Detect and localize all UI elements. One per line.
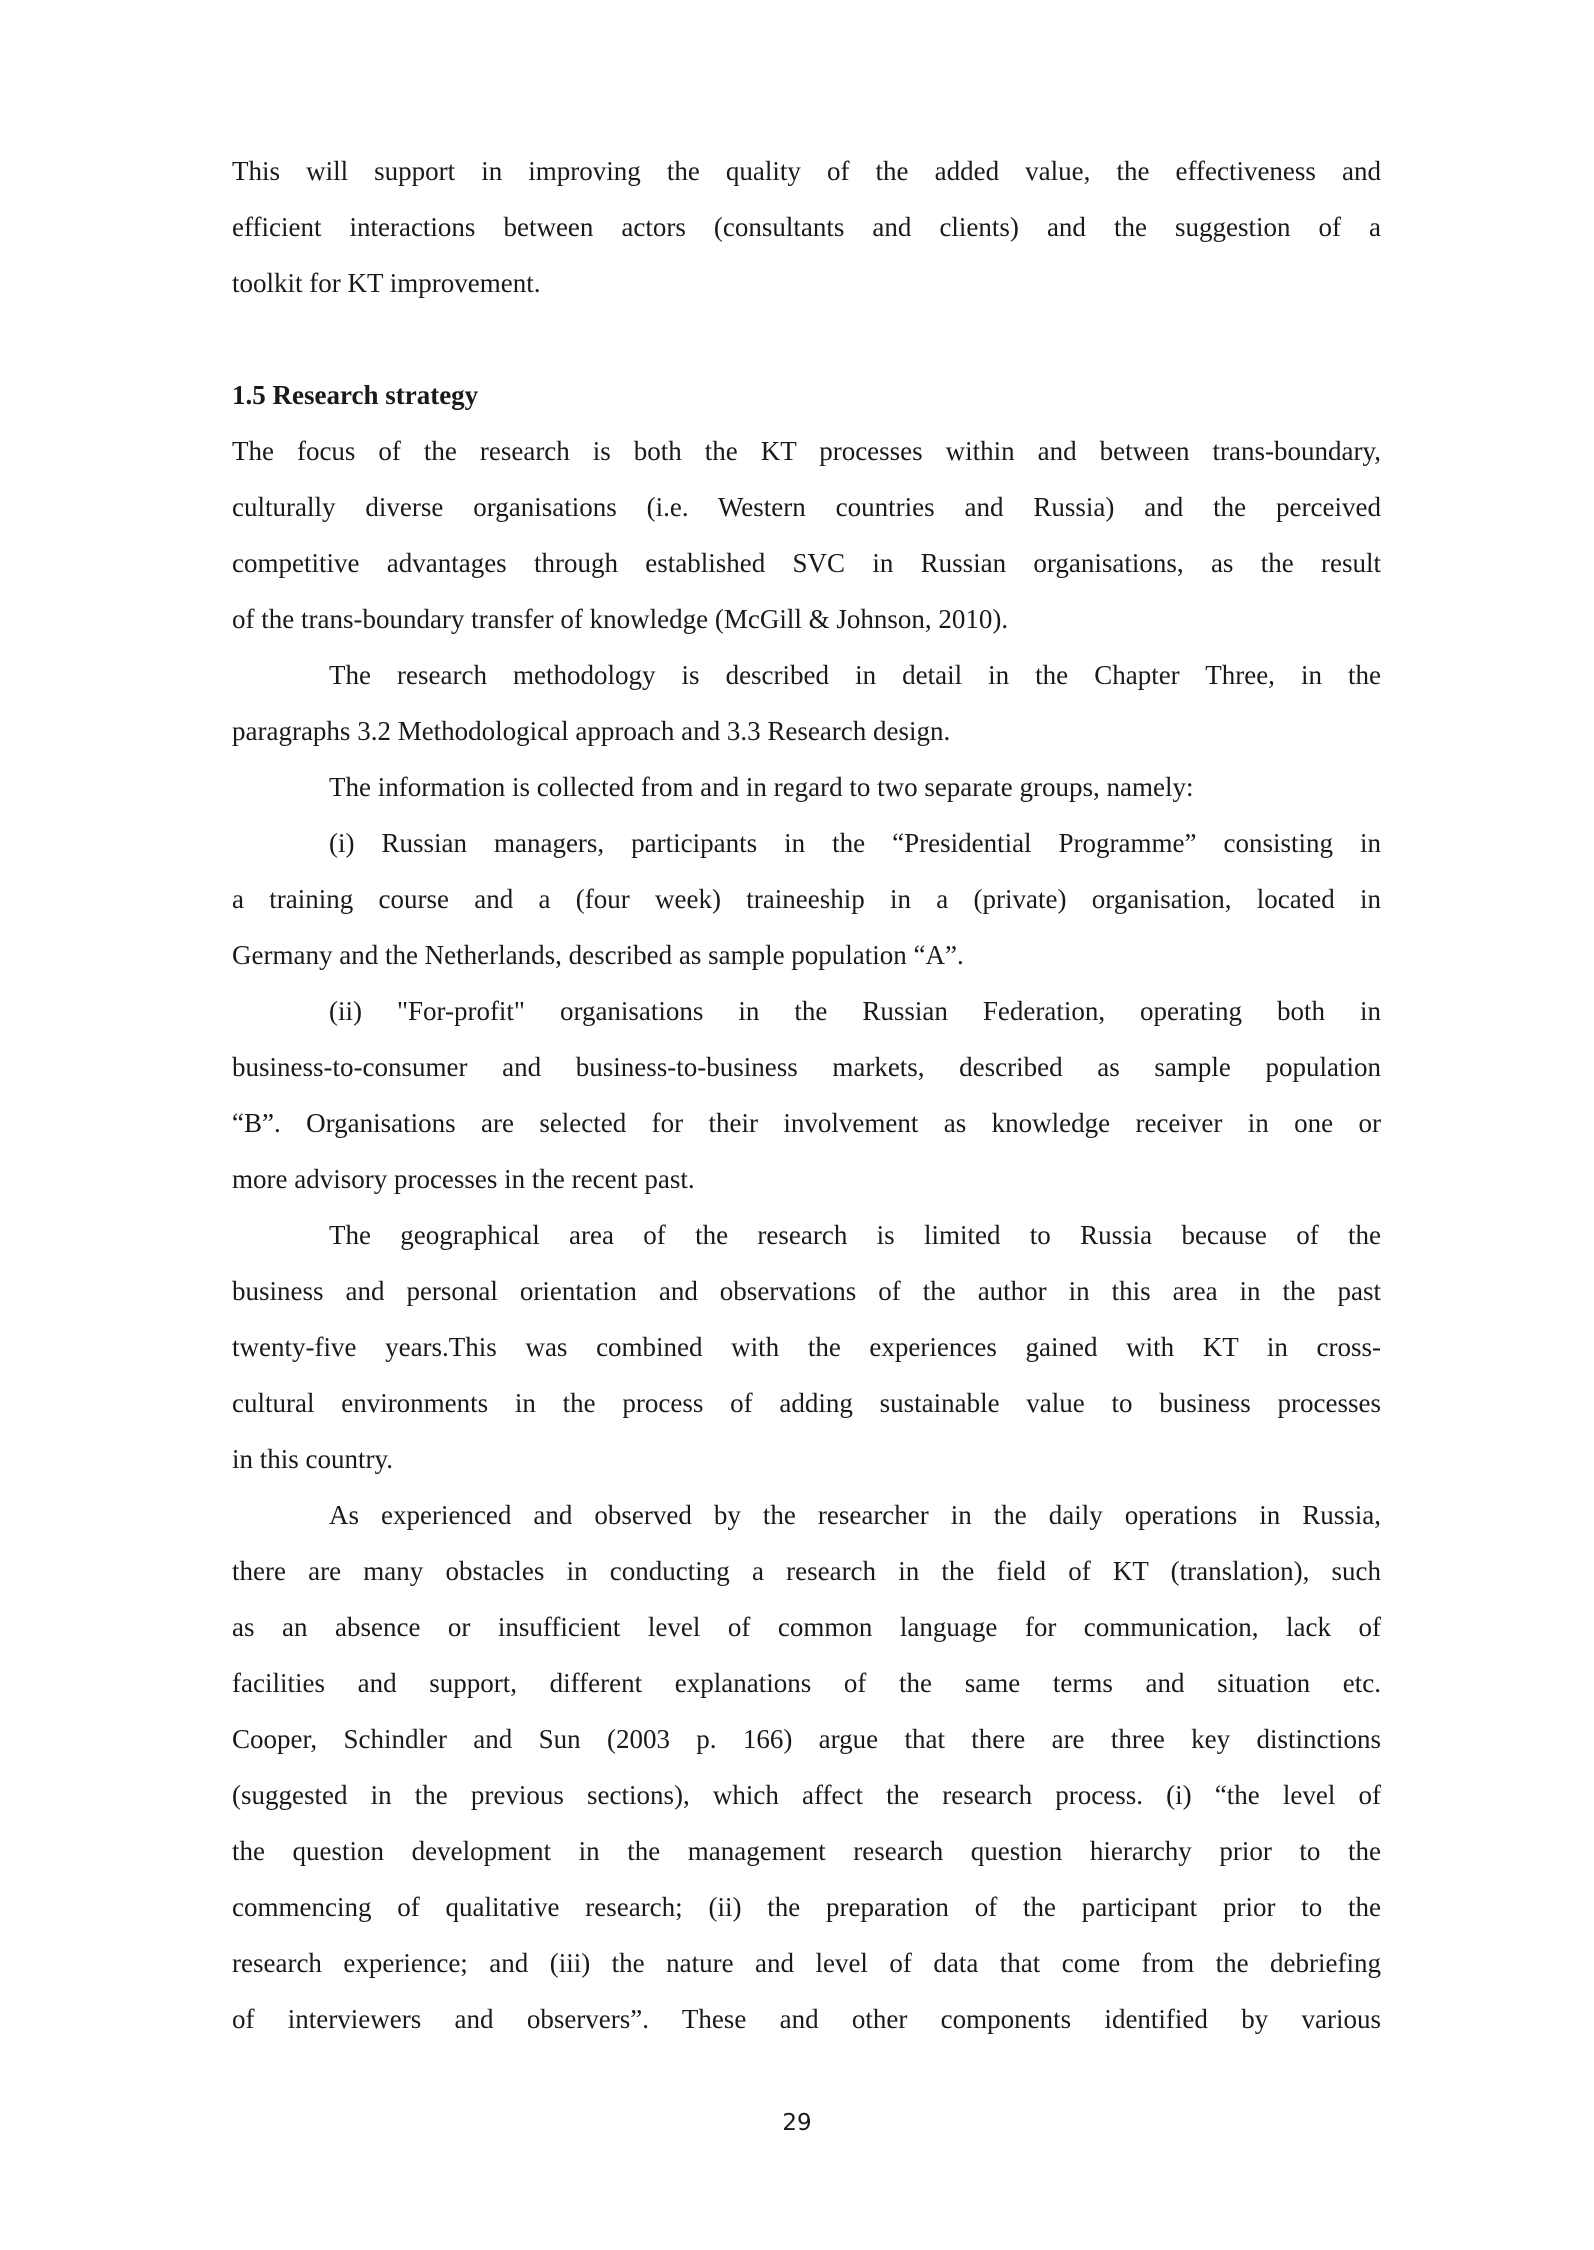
text-line: of interviewers and observers”. These and other components identified by various xyxy=(232,2004,1381,2034)
text-line: as an absence or insufficient level of common language for communication, lack of xyxy=(232,1612,1381,1642)
text-line: The geographical area of the research is limited to Russia because of the xyxy=(329,1220,1381,1250)
text-line: The focus of the research is both the KT processes within and between trans-boundary, xyxy=(232,436,1381,466)
text-line: “B”. Organisations are selected for their involvement as knowledge receiver in one or xyxy=(232,1108,1381,1138)
text-line: the question development in the management research question hierarchy prior to the xyxy=(232,1836,1381,1866)
paragraph xyxy=(232,423,1381,647)
text-line: commencing of qualitative research; (ii) the preparation of the participant prior to the xyxy=(232,1892,1381,1922)
paragraph xyxy=(232,647,1381,759)
paragraph xyxy=(232,1207,1381,1487)
text-line: The information is collected from and in regard to two separate groups, namely: xyxy=(329,772,1194,802)
paragraph xyxy=(232,759,1381,815)
paragraph xyxy=(232,143,1381,311)
text-line: cultural environments in the process of adding sustainable value to business processes xyxy=(232,1388,1381,1418)
text-line: As experienced and observed by the researcher in the daily operations in Russia, xyxy=(329,1500,1381,1530)
text-line: twenty-five years.This was combined with the experiences gained with KT in cross- xyxy=(232,1332,1381,1362)
text-line: there are many obstacles in conducting a research in the field of KT (translation), such xyxy=(232,1556,1381,1586)
spacer xyxy=(232,311,1381,367)
text-line: a training course and a (four week) traineeship in a (private) organisation, located in xyxy=(232,884,1381,914)
text-line: business-to-consumer and business-to-business markets, described as sample population xyxy=(232,1052,1381,1082)
paragraph xyxy=(232,1487,1381,2047)
text-line: research experience; and (iii) the nature and level of data that come from the debriefing xyxy=(232,1948,1381,1978)
text-line: The research methodology is described in detail in the Chapter Three, in the xyxy=(329,660,1381,690)
paragraph xyxy=(232,815,1381,983)
text-line: (ii) "For-profit" organisations in the Russian Federation, operating both in xyxy=(329,996,1381,1026)
text-line: (i) Russian managers, participants in the “Presidential Programme” consisting in xyxy=(329,828,1381,858)
text-line: of the trans-boundary transfer of knowledge (McGill & Johnson, 2010). xyxy=(232,604,1009,634)
text-line: facilities and support, different explanations of the same terms and situation etc. xyxy=(232,1668,1381,1698)
page-number: 29 xyxy=(782,2110,812,2136)
text-line: in this country. xyxy=(232,1444,393,1474)
text-line: This will support in improving the quality of the added value, the effectiveness and xyxy=(232,156,1381,186)
text-line: efficient interactions between actors (consultants and clients) and the suggestion of a xyxy=(232,212,1381,242)
text-line: culturally diverse organisations (i.e. Western countries and Russia) and the perceived xyxy=(232,492,1381,522)
paragraph xyxy=(232,983,1381,1207)
text-line: competitive advantages through established SVC in Russian organisations, as the result xyxy=(232,548,1381,578)
text-line: Cooper, Schindler and Sun (2003 p. 166) argue that there are three key distinctions xyxy=(232,1724,1381,1754)
text-line: Germany and the Netherlands, described as sample population “A”. xyxy=(232,940,964,970)
text-line: (suggested in the previous sections), which affect the research process. (i) “the level of xyxy=(232,1780,1381,1810)
text-line: toolkit for KT improvement. xyxy=(232,268,541,298)
document-page xyxy=(232,143,1381,2047)
text-line: paragraphs 3.2 Methodological approach and 3.3 Research design. xyxy=(232,716,951,746)
section-heading: 1.5 Research strategy xyxy=(232,380,479,410)
text-line: business and personal orientation and observations of the author in this area in the past xyxy=(232,1276,1381,1306)
text-line: more advisory processes in the recent past. xyxy=(232,1164,695,1194)
